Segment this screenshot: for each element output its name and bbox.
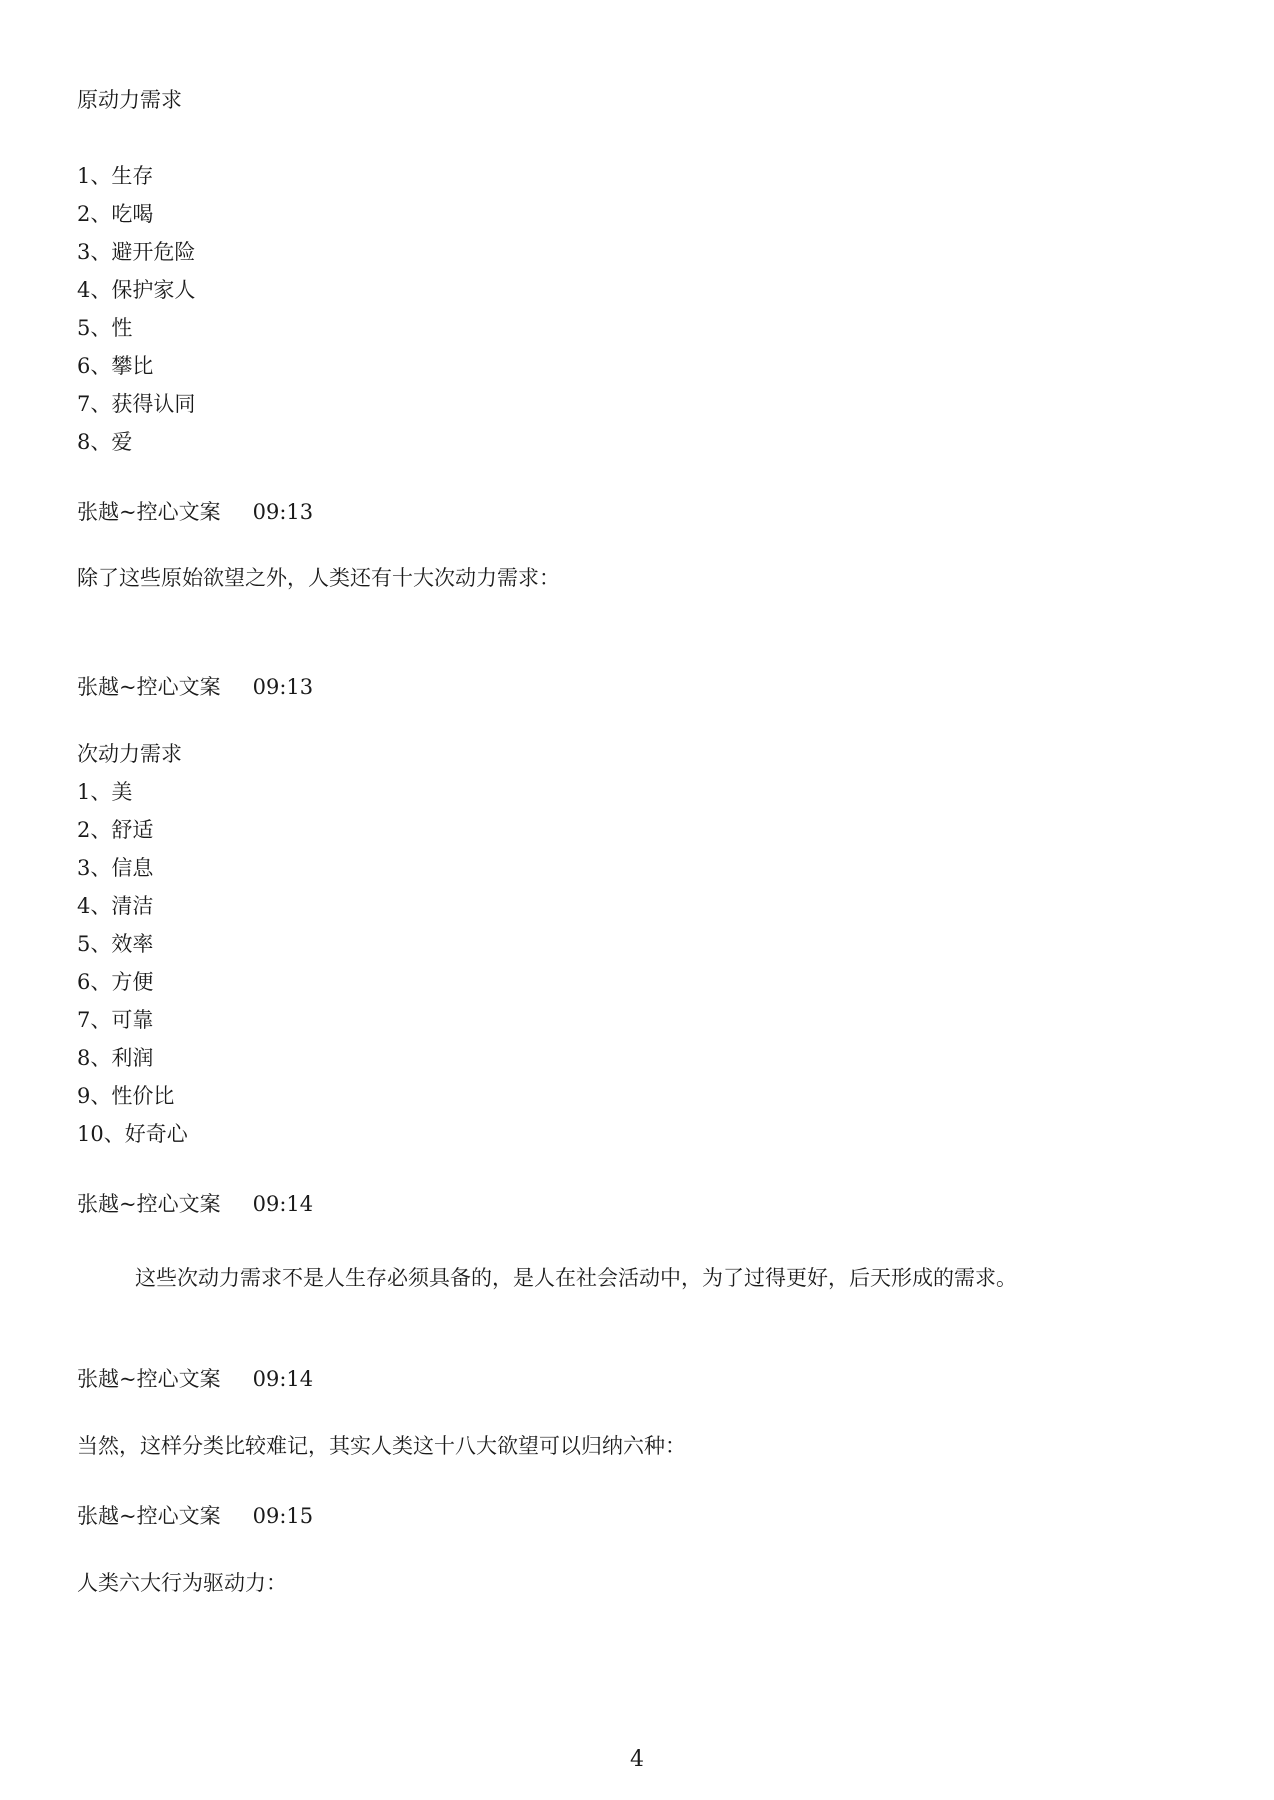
list-item: 9、性价比 bbox=[77, 1084, 175, 1108]
list-item: 8、爱 bbox=[77, 430, 133, 454]
list-item: 5、效率 bbox=[77, 932, 154, 956]
message-time: 09:13 bbox=[252, 500, 314, 524]
message-text: 这些次动力需求不是人生存必须具备的，是人在社会活动中，为了过得更好，后天形成的需求。 bbox=[135, 1266, 1017, 1290]
message-time: 09:15 bbox=[252, 1504, 314, 1528]
list-item: 2、舒适 bbox=[77, 818, 154, 842]
message-header bbox=[77, 675, 313, 699]
message-text: 当然，这样分类比较难记，其实人类这十八大欲望可以归纳六种： bbox=[77, 1434, 686, 1458]
page-number: 4 bbox=[630, 1747, 644, 1772]
list-item: 4、保护家人 bbox=[77, 278, 196, 302]
message-time: 09:14 bbox=[252, 1367, 314, 1391]
list-item: 6、方便 bbox=[77, 970, 154, 994]
section-heading-primary-needs: 原动力需求 bbox=[77, 88, 182, 112]
list-item: 2、吃喝 bbox=[77, 202, 154, 226]
message-author: 张越~控心文案 bbox=[77, 1504, 221, 1528]
message-author: 张越~控心文案 bbox=[77, 500, 221, 524]
list-item: 6、攀比 bbox=[77, 354, 154, 378]
message-time: 09:13 bbox=[252, 675, 314, 699]
list-item: 4、清洁 bbox=[77, 894, 154, 918]
list-item: 3、避开危险 bbox=[77, 240, 196, 264]
list-item: 7、获得认同 bbox=[77, 392, 196, 416]
list-item: 8、利润 bbox=[77, 1046, 154, 1070]
message-header bbox=[77, 500, 313, 524]
message-text: 除了这些原始欲望之外，人类还有十大次动力需求： bbox=[77, 566, 560, 590]
message-author: 张越~控心文案 bbox=[77, 1367, 221, 1391]
list-item: 5、性 bbox=[77, 316, 133, 340]
list-item: 10、好奇心 bbox=[77, 1122, 188, 1146]
message-header bbox=[77, 1192, 313, 1216]
list-item: 1、美 bbox=[77, 780, 133, 804]
message-text: 人类六大行为驱动力： bbox=[77, 1571, 287, 1595]
message-author: 张越~控心文案 bbox=[77, 1192, 221, 1216]
list-item: 1、生存 bbox=[77, 164, 154, 188]
message-header bbox=[77, 1367, 313, 1391]
message-time: 09:14 bbox=[252, 1192, 314, 1216]
section-heading-secondary-needs: 次动力需求 bbox=[77, 742, 182, 766]
message-header bbox=[77, 1504, 313, 1528]
list-item: 7、可靠 bbox=[77, 1008, 154, 1032]
list-item: 3、信息 bbox=[77, 856, 154, 880]
message-author: 张越~控心文案 bbox=[77, 675, 221, 699]
